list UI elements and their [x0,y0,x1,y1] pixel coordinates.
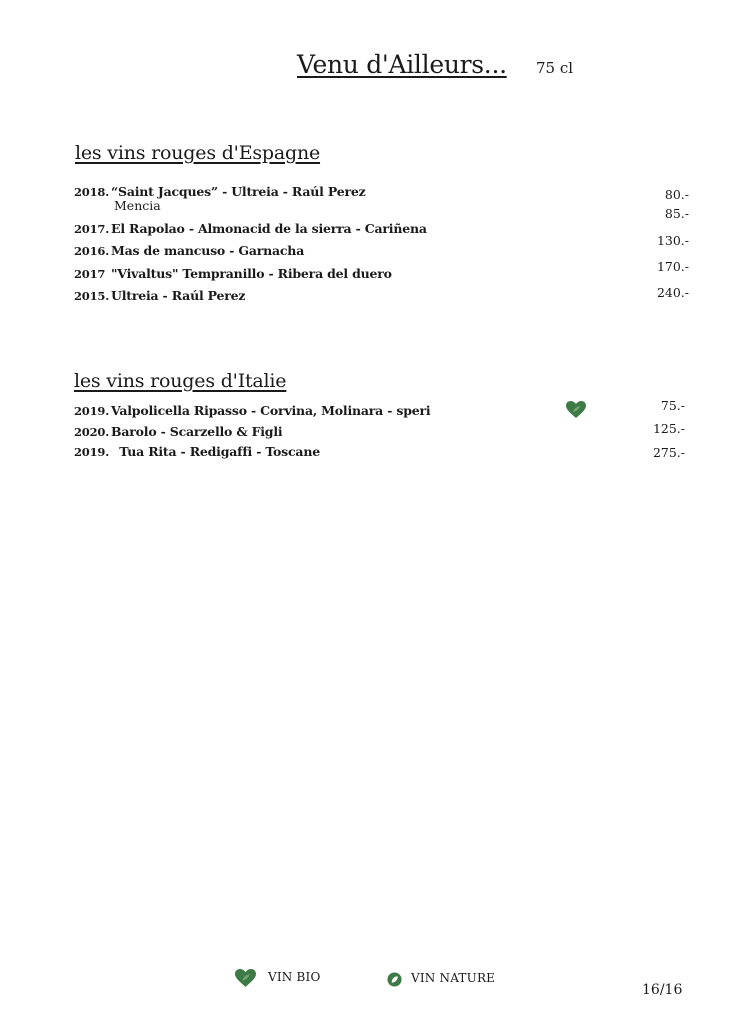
section-heading-italy: les vins rouges d'Italie [74,370,287,392]
wine-row [74,424,282,439]
bio-heart-icon [566,401,586,419]
wine-price: 240.- [656,285,689,300]
wine-row [74,444,320,459]
wine-name: Valpolicella Ripasso - Corvina, Molinara - speri [111,403,431,418]
wine-year: 2017. [74,222,110,236]
wine-name: El Rapolao - Almonacid de la sierra - Cariñena [111,221,427,236]
wine-price: 75.- [660,398,685,413]
wine-year: 2017 [74,267,106,281]
wine-price: 275.- [652,445,685,460]
legend-bio-label: VIN BIO [268,970,321,984]
bio-heart-icon [235,969,256,988]
legend-nature-label: VIN NATURE [411,971,496,985]
wine-year: 2018. [74,185,110,199]
page-title: Venu d'Ailleurs... [297,50,507,79]
wine-price: 80.- [664,187,689,202]
volume-label: 75 cl [536,59,574,77]
wine-row [74,221,427,236]
wine-row [74,288,245,303]
wine-row [74,266,392,281]
wine-year: 2019. [74,404,110,418]
wine-grape: Mencia [114,198,161,213]
page-number: 16/16 [642,982,683,998]
wine-year: 2016. [74,244,110,258]
wine-name: “Saint Jacques” - Ultreia - Raúl Perez [111,184,366,199]
wine-year: 2019. [74,445,110,459]
wine-price: 125.- [652,421,685,436]
wine-name: Tua Rita - Redigaffi - Toscane [111,444,320,459]
wine-name: Mas de mancuso - Garnacha [111,243,305,258]
wine-row [74,403,430,418]
wine-row [74,243,304,258]
nature-leaf-icon [387,972,402,987]
wine-price: 170.- [656,259,689,274]
wine-year: 2020. [74,425,110,439]
wine-name: "Vivaltus" Tempranillo - Ribera del duero [111,266,392,281]
wine-name: Barolo - Scarzello & Figli [111,424,283,439]
wine-price: 130.- [656,233,689,248]
wine-year: 2015. [74,289,110,303]
section-heading-spain: les vins rouges d'Espagne [75,142,321,164]
wine-row [74,184,366,199]
wine-price: 85.- [664,206,689,221]
wine-name: Ultreia - Raúl Perez [111,288,246,303]
